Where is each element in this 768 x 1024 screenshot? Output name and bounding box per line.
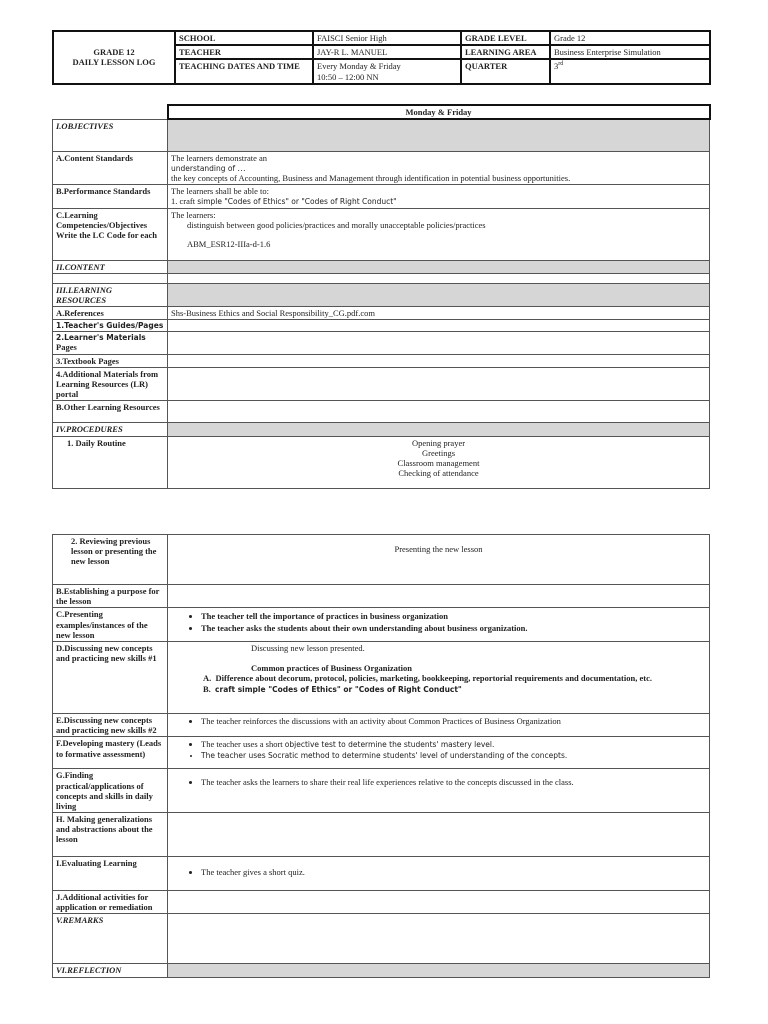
dates-label: TEACHING DATES AND TIME: [175, 59, 313, 83]
additional-activities-label: J.Additional activities for application or remediation: [53, 891, 168, 914]
lesson-log-table-1: [52, 104, 711, 489]
content-standards-line3: the key concepts of Accounting, Business and Management through identification in potential business opportunities.: [171, 173, 571, 184]
mastery-item: • The teacher uses Socratic method to determine students' level of understanding of the concepts.: [201, 751, 706, 760]
day-header: Monday & Friday: [168, 105, 710, 119]
evaluating-label: I.Evaluating Learning: [53, 857, 168, 891]
learning-area-label: LEARNING AREA: [461, 45, 550, 59]
content-standards-line1: The learners demonstrate an: [171, 152, 268, 163]
content-standards-line2-ellipsis: …: [237, 162, 246, 173]
header-title-line2: DAILY LESSON LOG: [72, 57, 156, 68]
content-standards-label: A.Content Standards: [53, 151, 168, 185]
content-heading: II.CONTENT: [53, 260, 168, 273]
quarter-number: 3: [554, 61, 559, 72]
objectives-heading: I.OBJECTIVES: [53, 119, 168, 151]
discussing1-marker-b: B.: [203, 683, 211, 694]
mastery-label: F.Developing mastery (Leads to formative assessment): [53, 737, 168, 769]
content-blank-cell: [168, 273, 710, 283]
learning-resources-heading: III.LEARNING RESOURCES: [53, 283, 168, 306]
additional-materials-label: 4.Additional Materials from Learning Resources (LR) portal: [53, 367, 168, 401]
remarks-cell: [168, 914, 710, 964]
mastery-item1-text: objective test to determine the students' mastery level.: [284, 740, 495, 750]
teachers-guide-cell: [168, 320, 710, 332]
mastery-item1-prefix: The teacher uses a short: [201, 739, 283, 750]
textbook-cell: [168, 354, 710, 367]
grade-level-value: Grade 12: [550, 31, 710, 45]
discussing1-heading: Common practices of Business Organization: [251, 663, 413, 674]
routine-item: Classroom management: [397, 457, 480, 468]
header-title: [53, 31, 175, 84]
dates-value-line2: 10:50 – 12:00 NN: [317, 71, 379, 82]
quarter-value: [550, 59, 710, 83]
other-resources-cell: [168, 401, 710, 423]
routine-item: Opening prayer: [411, 437, 466, 448]
content-standards-line2-text: understanding of: [171, 163, 236, 173]
presenting-item: • The teacher asks the students about their own understanding about business organization.: [201, 623, 706, 633]
presenting-label: C.Presenting examples/instances of the new lesson: [53, 608, 168, 642]
discussing2-label: E.Discussing new concepts and practicing new skills #2: [53, 713, 168, 736]
reviewing-value: Presenting the new lesson: [168, 535, 710, 585]
competencies-line2: distinguish between good policies/practices and morally unacceptable policies/practices: [187, 219, 486, 230]
remarks-heading: V.REMARKS: [53, 914, 168, 964]
performance-line2: [171, 196, 706, 206]
discussing2-value: [168, 713, 710, 736]
learning-resources-gray-cell: [168, 283, 710, 306]
header-title-line1: GRADE 12: [93, 47, 135, 58]
performance-line1: The learners shall be able to:: [171, 186, 269, 197]
learners-materials-line: 2.Learner's Materials: [56, 333, 146, 343]
quarter-label: QUARTER: [461, 59, 550, 83]
objectives-cell: [168, 119, 710, 151]
teacher-value: JAY-R L. MANUEL: [313, 45, 461, 59]
purpose-label: B.Establishing a purpose for the lesson: [53, 585, 168, 608]
teachers-guide-label: 1.Teacher's Guides/Pages: [53, 320, 168, 332]
header-table: [52, 30, 711, 85]
procedures-gray-cell: [168, 423, 710, 436]
content-blank-label: [53, 273, 168, 283]
mastery-value: [168, 737, 710, 769]
routine-item: Checking of attendance: [398, 468, 479, 479]
daily-routine-label: 1. Daily Routine: [53, 436, 168, 488]
textbook-label: 3.Textbook Pages: [53, 354, 168, 367]
finding-item: • The teacher asks the learners to share their real life experiences relative to the concepts discussed in the class.: [201, 777, 706, 787]
discussing2-item: • The teacher reinforces the discussions with an activity about Common Practices of Business Organization: [201, 716, 706, 726]
dates-value-line1: Every Monday & Friday: [317, 61, 401, 72]
reviewing-label: 2. Reviewing previous lesson or presenting the new lesson: [53, 535, 168, 585]
content-standards-value: [168, 151, 710, 185]
references-label: A.References: [53, 307, 168, 320]
generalizations-cell: [168, 813, 710, 857]
routine-item: Greetings: [421, 447, 456, 458]
discussing1-item-a: [171, 673, 706, 683]
discussing1-item-b: [171, 684, 706, 694]
other-resources-label: B.Other Learning Resources: [53, 401, 168, 423]
performance-line2-prefix: 1. craft: [171, 196, 196, 207]
mastery-item: [201, 739, 706, 749]
discussing1-text-a: Difference about decorum, protocol, policies, marketing, bookkeeping, reportorial requirements and documentation, etc.: [215, 673, 652, 684]
evaluating-item: • The teacher gives a short quiz.: [201, 867, 706, 877]
discussing1-intro: Discussing new lesson presented.: [251, 642, 365, 653]
discussing1-text-b: craft simple "Codes of Ethics" or "Codes of Right Conduct": [215, 684, 462, 694]
finding-value: [168, 769, 710, 813]
learners-materials-pages: Pages: [56, 342, 77, 353]
discussing1-marker-a: A.: [203, 673, 212, 684]
learning-area-value: Business Enterprise Simulation: [550, 45, 710, 59]
content-standards-line2: [171, 163, 706, 173]
dates-value: [313, 59, 461, 83]
school-label: SCHOOL: [175, 31, 313, 45]
procedures-heading: IV.PROCEDURES: [53, 423, 168, 436]
purpose-cell: [168, 585, 710, 608]
performance-standards-label: B.Performance Standards: [53, 185, 168, 208]
additional-materials-cell: [168, 367, 710, 401]
generalizations-label: H. Making generalizations and abstractions about the lesson: [53, 813, 168, 857]
lesson-log-table-2: [52, 534, 710, 978]
teacher-label: TEACHER: [175, 45, 313, 59]
references-value: Shs-Business Ethics and Social Responsibility_CG.pdf.com: [168, 307, 710, 320]
performance-standards-value: [168, 185, 710, 208]
school-value: FAISCI Senior High: [313, 31, 461, 45]
competencies-label: C.Learning Competencies/Objectives Write the LC Code for each: [53, 208, 168, 260]
blank-corner: [53, 105, 168, 119]
discussing1-value: [168, 641, 710, 713]
learners-materials-cell: [168, 332, 710, 354]
performance-line2-text: simple "Codes of Ethics" or "Codes of Right Conduct": [197, 197, 397, 207]
grade-level-label: GRADE LEVEL: [461, 31, 550, 45]
discussing1-label: D.Discussing new concepts and practicing new skills #1: [53, 641, 168, 713]
evaluating-value: [168, 857, 710, 891]
content-gray-cell: [168, 260, 710, 273]
competencies-code: ABM_ESR12-IIIa-d-1.6: [187, 239, 271, 249]
competencies-line1: The learners:: [171, 209, 216, 220]
presenting-item: • The teacher tell the importance of practices in business organization: [201, 611, 706, 621]
reflection-heading: VI.REFLECTION: [53, 964, 168, 977]
quarter-suffix: rd: [558, 61, 564, 68]
daily-routine-value: [168, 436, 710, 488]
learners-materials-label: [53, 332, 168, 354]
finding-label: G.Finding practical/applications of concepts and skills in daily living: [53, 769, 168, 813]
reflection-gray-cell: [168, 964, 710, 977]
competencies-value: [168, 208, 710, 260]
presenting-value: [168, 608, 710, 642]
additional-activities-cell: [168, 891, 710, 914]
